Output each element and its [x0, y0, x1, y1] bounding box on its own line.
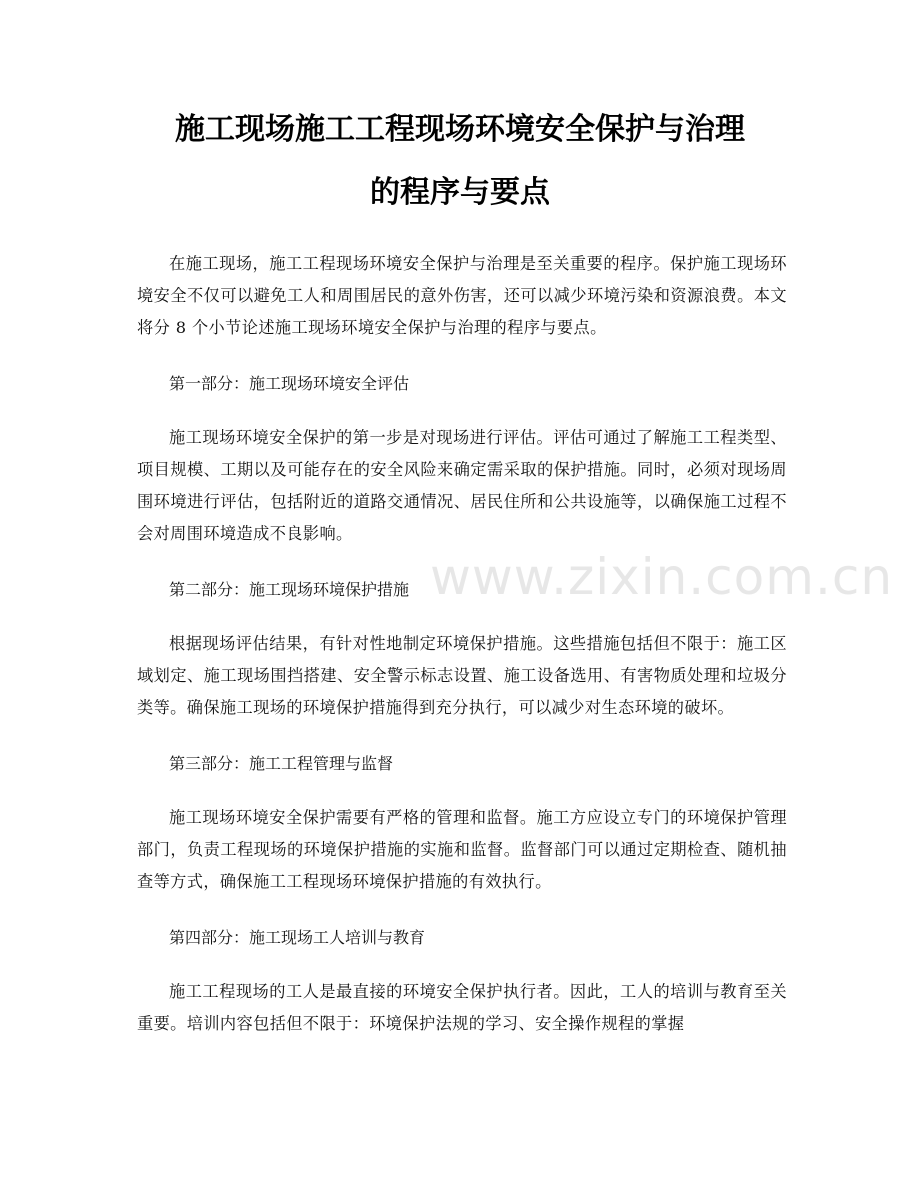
section-2-paragraph: 根据现场评估结果，有针对性地制定环境保护措施。这些措施包括但不限于：施工区域划定、施工现场围挡搭建、安全警示标志设置、施工设备选用、有害物质处理和垃圾分类等。确保施工现场的环境保护措施得到充分执行，可以减少对生态环境的破坏。: [137, 634, 787, 717]
document-title-line-2: 的程序与要点: [370, 175, 550, 210]
document-title-line-1: 施工现场施工工程现场环境安全保护与治理: [175, 112, 745, 147]
section-1-paragraph: 施工现场环境安全保护的第一步是对现场进行评估。评估可通过了解施工工程类型、项目规模、工期以及可能存在的安全风险来确定需采取的保护措施。同时，必须对现场周围环境进行评估，包括附近的道路交通情况、居民住所和公共设施等，以确保施工过程不会对周围环境造成不良影响。: [137, 428, 787, 543]
section-3-heading: 第三部分：施工工程管理与监督: [169, 754, 394, 773]
section-2-heading: 第二部分：施工现场环境保护措施: [169, 580, 410, 599]
intro-paragraph: 在施工现场，施工工程现场环境安全保护与治理是至关重要的程序。保护施工现场环境安全不仅可以避免工人和周围居民的意外伤害，还可以减少环境污染和资源浪费。本文将分 8 个小节论述施工现场环境安全保护与治理的程序与要点。: [137, 254, 787, 337]
section-3-paragraph: 施工现场环境安全保护需要有严格的管理和监督。施工方应设立专门的环境保护管理部门，负责工程现场的环境保护措施的实施和监督。监督部门可以通过定期检查、随机抽查等方式，确保施工工程现场环境保护措施的有效执行。: [137, 808, 787, 891]
section-1-heading: 第一部分：施工现场环境安全评估: [169, 374, 410, 393]
document-body: [137, 248, 787, 1064]
watermark-text: www.zixin.com.cn: [430, 548, 894, 606]
section-4-heading: 第四部分：施工现场工人培训与教育: [169, 928, 426, 947]
section-4-paragraph: 施工工程现场的工人是最直接的环境安全保护执行者。因此，工人的培训与教育至关重要。培训内容包括但不限于：环境保护法规的学习、安全操作规程的掌握: [137, 982, 787, 1033]
